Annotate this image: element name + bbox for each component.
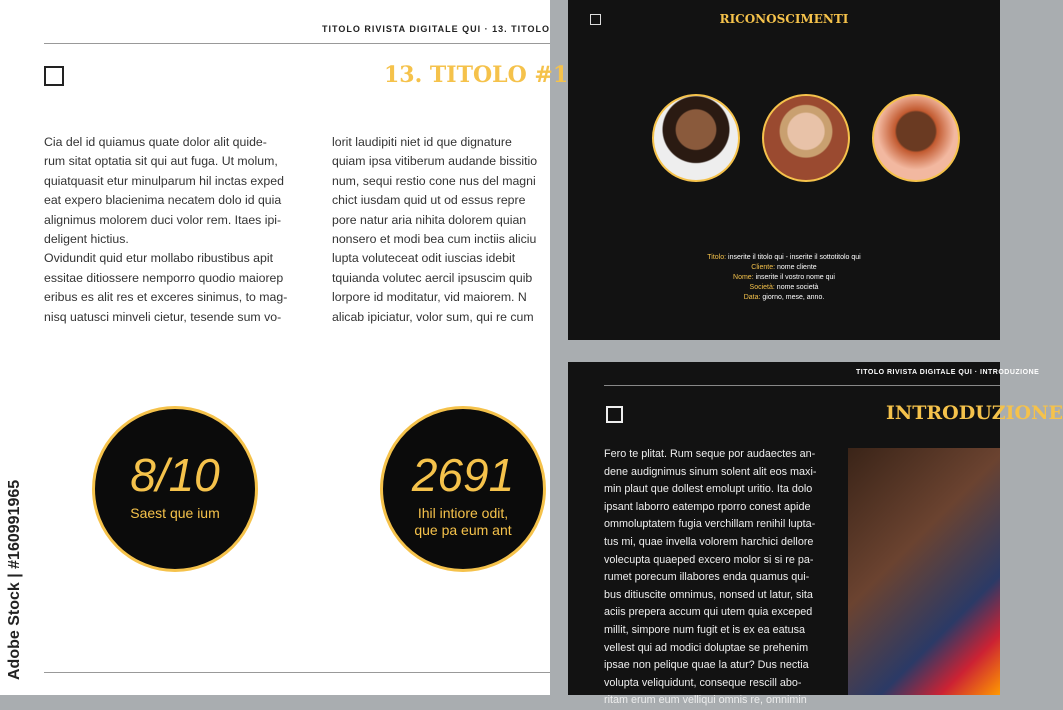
square-icon [606,406,623,423]
intro-text [604,446,816,710]
avatar [762,94,850,182]
credit-label: Società: [749,284,775,291]
text-line: Ovidundit quid etur mollabo ribustibus apit [44,251,273,266]
text-line: volupta veliquidunt, conseque rescill abo- [604,676,802,689]
text-line: nisq uatusci minveli cietur, tesende sum vo- [44,309,282,324]
photo-rainbow-socks [848,448,1000,695]
text-line: deligent hictius. [44,232,129,247]
credit-value: giorno, mese, anno. [762,294,825,301]
credit-line [568,253,1000,263]
text-line: aciis prepera accum qui utem quia exceped [604,606,813,619]
avatar [872,94,960,182]
text-line: lorit laudipiti niet id que dignature [332,135,512,149]
text-line: Fero te plitat. Rum seque por audaectes an- [604,448,816,460]
credit-value: nome cliente [776,264,817,271]
page-title: INTRODUZIONE [886,402,1063,424]
text-line: essitae ditiossere nemporro quodio maiorep [44,270,284,285]
text-line: rum sitat optatia sit qui aut fuga. Ut molum, [44,154,278,169]
text-line: ommoluptatem fugia verchillam renihil lupta- [604,518,816,531]
credit-label: Data: [743,294,761,301]
text-line: num, sequi restio cone nus del magni [332,173,536,188]
text-line: Cia del id quiamus quate dolor alit quide- [44,135,267,149]
text-line: quiam ipsa vitiberum audande bissitio [332,154,538,169]
text-line: min plaut que dollest emolupt uritio. Ita dolo [604,483,813,496]
intro-page [568,362,1063,707]
text-line: eat expero blacienima necatem dolo id quia [44,193,282,208]
text-line: quiatquasit etur minulparum hil inctas exped [44,173,284,188]
credit-label: Titolo: [707,254,727,261]
watermark: Adobe Stock | #160991965 [6,479,23,680]
text-line: lorpore id moditatur, vid maiorem. N [332,290,527,305]
credits-page [568,0,1000,340]
credit-label: Cliente: [751,264,776,271]
text-line: eribus es alit res et exceres sinimus, to mag- [44,290,288,305]
text-line: rumet porecum illabores enda quamus qui- [604,571,810,584]
header-divider [604,385,1000,386]
text-line: ipsae non pelique quae la atur? Dus nectia [604,659,809,672]
text-column-2 [332,133,537,327]
text-line: ipsant laborro eatempo rporro conest apide [604,500,811,513]
footer-divider [44,672,550,673]
credit-label: Nome: [733,274,754,281]
stat-value: 8/10 [130,449,220,501]
stat-circle [92,406,258,572]
text-line: ritam erum eum velliqui omnis re, omnimin [604,694,807,707]
running-header: TITOLO RIVISTA DIGITALE QUI · 13. TITOLO [321,24,550,34]
text-line: pore natur aria nihita dolorem quian [332,212,527,227]
stat-caption: Saest que ium [130,505,220,521]
credit-value: inserite il titolo qui - inserite il sottotitolo qui [728,254,861,261]
text-line: dene audignimus sinum solent alit eos maxi- [604,465,817,478]
text-line: nonsero et modi bea cum inctiis aliciu [332,232,537,247]
text-line: chict iusdam quid ut od essus repre [332,193,526,208]
page-title: 13. TITOLO #1 [384,62,569,88]
avatar [652,94,740,182]
credit-value: inserite il vostro nome qui [755,274,835,281]
running-header: TITOLO RIVISTA DIGITALE QUI · INTRODUZIONE [856,369,1040,376]
header-divider [44,43,550,44]
text-line: alignimus molorem duci volor rem. Itaes ipi- [44,212,282,227]
credit-line [568,293,1000,303]
stat-circle [380,406,546,572]
credit-line [568,273,1000,283]
stat-caption: Ihil intiore odit, que pa eum ant [414,505,512,538]
credit-line [568,263,1000,273]
text-line: alicab ipiciatur, volor sum, qui re cum [332,309,534,324]
text-line: vellest qui ad modici doluptae se prehenim [604,641,809,654]
stat-value: 2691 [411,449,515,501]
square-icon [44,66,64,86]
text-line: lupta voluteceat odit iuscias idebit [332,251,516,266]
credits-list [568,253,1000,303]
text-line: tus mi, quae invella volorem harchici dellore [604,535,814,548]
credits-title: RICONOSCIMENTI [719,12,849,26]
text-line: bus ditiuscite omnimus, nonsed ut latur, sita [604,588,813,601]
text-column-1 [44,133,287,327]
text-line: tquianda volutec aercil ipsuscim quib [332,270,533,285]
credit-value: nome società [776,284,819,291]
text-line: millit, simpore num fugit et is ex ea eatusa [604,623,806,636]
credit-line [568,283,1000,293]
text-line: volecupta quaeped excero molor si si re pa- [604,553,814,566]
